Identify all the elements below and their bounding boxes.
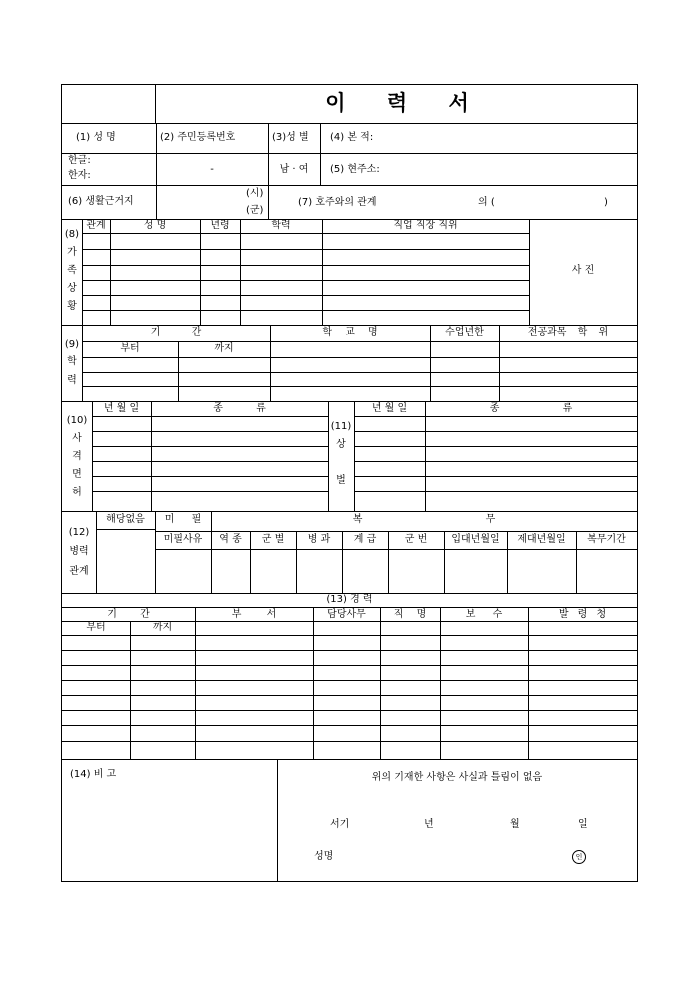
family-label-3: 족 — [67, 265, 77, 276]
career-col-period: 기 간 — [107, 609, 150, 620]
career-col-issuer: 발 령 청 — [558, 609, 607, 620]
resume-form — [61, 84, 638, 882]
remarks-label: (14) 비 고 — [70, 769, 117, 780]
military-col-branch: 군 별 — [261, 534, 285, 545]
family-col-job: 직업 직장 직위 — [393, 220, 458, 231]
family-label-4: 상 — [67, 283, 77, 294]
address-field[interactable]: (5) 현주소: — [330, 164, 380, 175]
education-col-school: 학 교 명 — [322, 327, 378, 338]
license-label-3: 격 — [72, 451, 82, 462]
date-era: 서기 — [330, 819, 350, 830]
license-label-1: (10) — [66, 415, 88, 426]
education-col-years: 수업년한 — [445, 327, 484, 338]
career-col-pay: 보 수 — [465, 609, 503, 620]
signature-name-label: 성명 — [314, 851, 334, 862]
remarks-section — [62, 759, 637, 881]
license-label-2: 사 — [72, 433, 82, 444]
military-section — [62, 511, 637, 593]
award-col-date: 년 월 일 — [371, 403, 408, 414]
career-col-position: 직 명 — [393, 609, 427, 620]
military-col-reason: 미필사유 — [163, 534, 203, 545]
military-none[interactable]: 해당없음 — [106, 514, 145, 525]
award-label-3: 벌 — [336, 475, 346, 486]
military-label-2: 병력 — [69, 546, 89, 557]
page-title: 이 력 서 — [325, 90, 469, 115]
military-col-enlist: 입대년월일 — [451, 534, 500, 545]
license-label-4: 면 — [72, 469, 82, 480]
military-label-1: (12) — [68, 527, 90, 538]
relation-of: 의 ( — [478, 197, 495, 208]
name-hangul-field[interactable]: 한글: — [68, 155, 91, 166]
career-col-dept: 부 서 — [231, 609, 277, 620]
military-col-discharge: 제대년월일 — [517, 534, 566, 545]
military-col-number: 군 번 — [404, 534, 428, 545]
relation-label: (7) 호주와의 관계 — [298, 197, 377, 208]
family-col-age: 년령 — [210, 220, 230, 231]
education-label-1: (9) — [64, 339, 80, 350]
education-col-major: 전공과목 학 위 — [527, 327, 609, 338]
residence-gun: (군) — [246, 205, 264, 216]
residence-label: (6) 생활근거지 — [68, 196, 134, 207]
certification-statement: 위의 기재한 사항은 사실과 틀림이 없음 — [371, 772, 543, 783]
license-award-section — [62, 401, 637, 511]
seal-icon: 인 — [572, 850, 586, 864]
military-col-arm: 병 과 — [307, 534, 331, 545]
relation-close: ) — [604, 197, 608, 208]
award-col-kind: 종 류 — [489, 403, 573, 414]
career-col-from: 부터 — [86, 622, 106, 633]
reg-no-field[interactable]: - — [210, 164, 214, 175]
family-section — [62, 219, 637, 325]
license-label-5: 허 — [72, 487, 82, 498]
photo-id-box — [62, 85, 156, 123]
name-label: (1) 성 명 — [76, 132, 116, 143]
family-col-education: 학력 — [271, 220, 291, 231]
award-label-2: 상 — [336, 439, 346, 450]
education-label-3: 력 — [67, 375, 77, 386]
education-section — [62, 325, 637, 401]
license-col-kind: 종 류 — [213, 403, 266, 414]
military-col-rank: 계 급 — [353, 534, 377, 545]
career-col-duty: 담당사무 — [327, 609, 366, 620]
name-hanja-field[interactable]: 한자: — [68, 170, 91, 181]
family-label-2: 가 — [67, 247, 77, 258]
career-title: (13) 경 력 — [326, 594, 373, 605]
military-label-3: 관계 — [69, 566, 89, 577]
military-unserved[interactable]: 미 필 — [164, 514, 202, 525]
education-col-to: 까지 — [214, 343, 234, 354]
seal-mark[interactable] — [572, 850, 586, 864]
family-col-name: 성 명 — [143, 220, 167, 231]
date-year[interactable]: 년 — [424, 819, 434, 830]
residence-si: (시) — [246, 188, 264, 199]
military-col-type: 역 종 — [219, 534, 242, 545]
family-label-1: (8) — [64, 229, 80, 240]
family-label-5: 황 — [67, 301, 77, 312]
education-label-2: 학 — [67, 356, 77, 367]
reg-no-label: (2) 주민등록번호 — [160, 132, 236, 143]
sex-field[interactable]: 남 · 여 — [279, 164, 309, 175]
military-service: 복 무 — [352, 514, 496, 525]
family-col-relation: 관계 — [86, 220, 106, 231]
origin-field[interactable]: (4) 본 적: — [330, 132, 374, 143]
license-col-date: 년 월 일 — [103, 403, 140, 414]
military-col-duration: 복무기간 — [587, 534, 626, 545]
sex-label: (3)성 별 — [272, 132, 309, 143]
career-col-to: 까지 — [152, 622, 173, 633]
education-col-from: 부터 — [120, 343, 140, 354]
education-col-period: 기 간 — [150, 327, 202, 338]
award-label-1: (11) — [330, 421, 352, 432]
date-month[interactable]: 월 — [510, 819, 520, 830]
career-section — [62, 593, 637, 759]
photo-box-label: 사 진 — [571, 265, 595, 276]
date-day[interactable]: 일 — [578, 819, 588, 830]
